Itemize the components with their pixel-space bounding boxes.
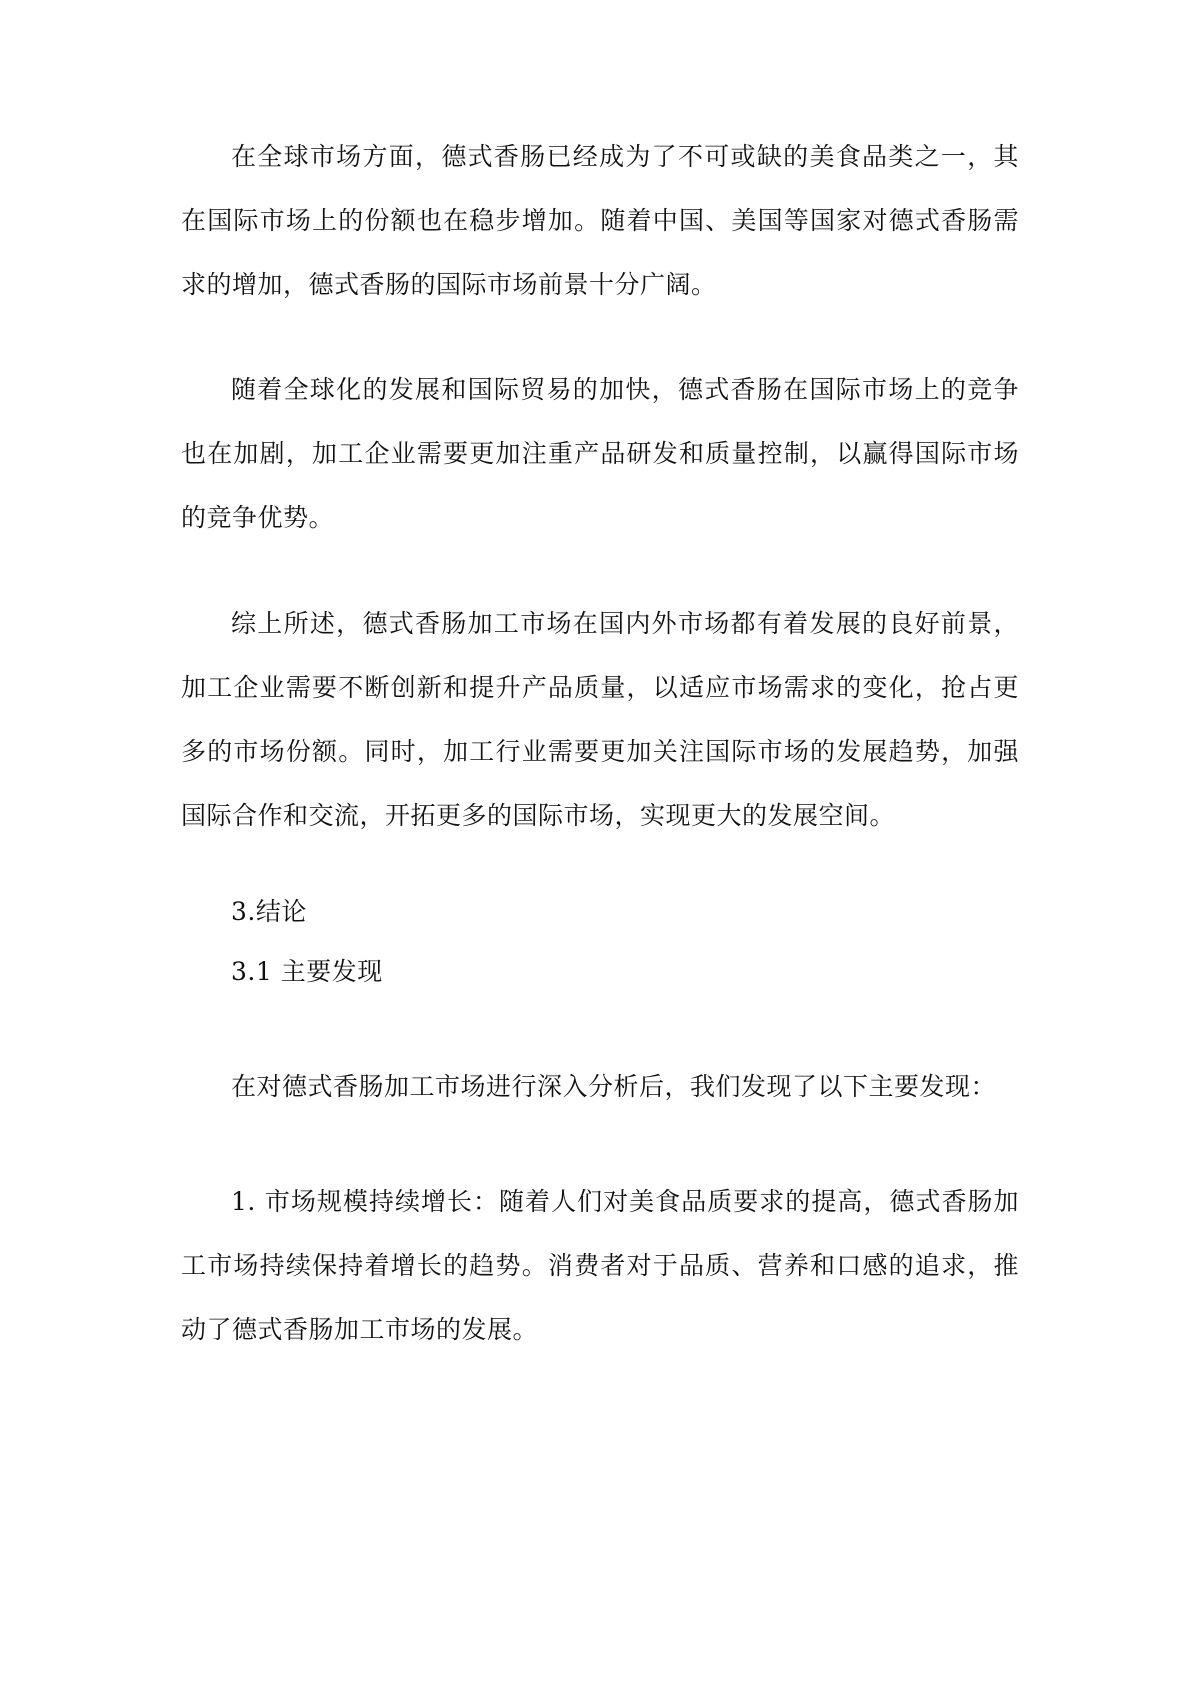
list-item-finding-1: 1. 市场规模持续增长：随着人们对美食品质要求的提高，德式香肠加工市场持续保持着增长的趋势。消费者对于品质、营养和口感的追求，推动了德式香肠加工市场的发展。 xyxy=(181,1187,1019,1344)
paragraph-summary: 综上所述，德式香肠加工市场在国内外市场都有着发展的良好前景，加工企业需要不断创新和提升产品质量，以适应市场需求的变化，抢占更多的市场份额。同时，加工行业需要更加关注国际市场的发展趋势，加强国际合作和交流，开拓更多的国际市场，实现更大的发展空间。 xyxy=(181,609,1019,830)
subsection-heading: 3.1 主要发现 xyxy=(231,957,383,986)
paragraph-intro: 在对德式香肠加工市场进行深入分析后，我们发现了以下主要发现： xyxy=(231,1072,997,1101)
section-heading: 3.结论 xyxy=(231,897,307,926)
paragraph-global-market: 在全球市场方面，德式香肠已经成为了不可或缺的美食品类之一，其在国际市场上的份额也在稳步增加。随着中国、美国等国家对德式香肠需求的增加，德式香肠的国际市场前景十分广阔。 xyxy=(181,142,1019,299)
paragraph-competition: 随着全球化的发展和国际贸易的加快，德式香肠在国际市场上的竞争也在加剧，加工企业需要更加注重产品研发和质量控制，以赢得国际市场的竞争优势。 xyxy=(181,375,1019,532)
